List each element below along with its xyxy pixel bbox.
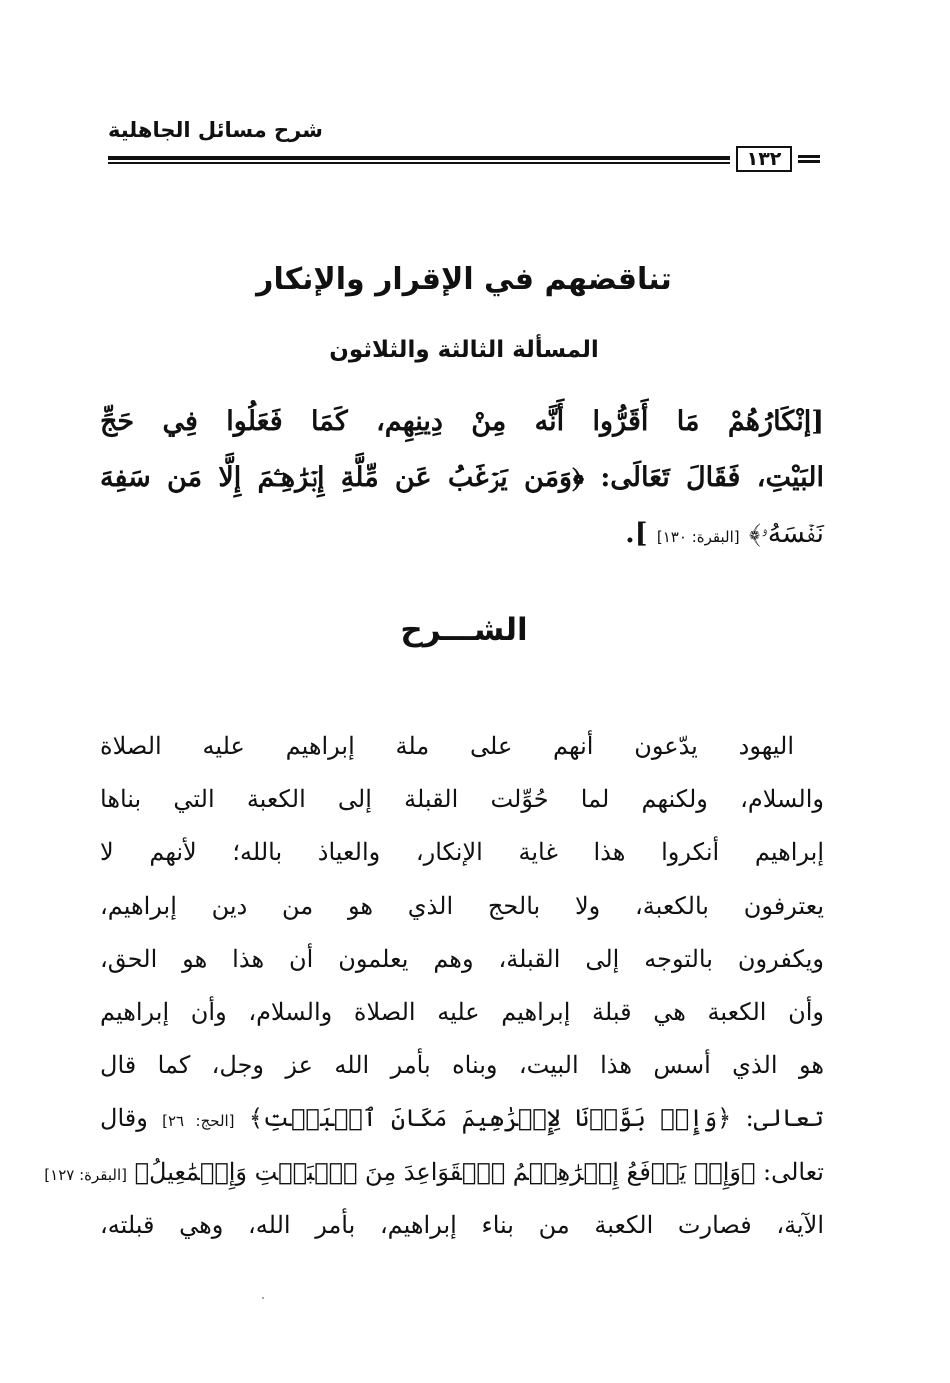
body-text: وقال <box>100 1104 148 1133</box>
body-text: تعالى: <box>763 1157 824 1186</box>
body-line: هو الذي أسس هذا البيت، وبناه بأمر الله عز وجل، كما قال <box>100 1051 824 1080</box>
body-line: الآية، فصارت الكعبة من بناء إبراهيم، بأمر الله، وهي قبلته، <box>100 1210 824 1239</box>
book-title: شرح مسائل الجاهلية <box>108 118 323 142</box>
header-rule-tail <box>798 160 820 163</box>
chapter-title: تناقضهم في الإقرار والإنكار <box>256 262 672 297</box>
verse-reference: [البقرة: ١٢٧] <box>44 1165 127 1184</box>
scan-speck <box>262 1297 264 1299</box>
header-rule-thick <box>108 156 730 160</box>
body-text: تعالى: <box>745 1104 824 1133</box>
quran-verse: نَفۡسَهُۥ﴾ <box>749 518 824 549</box>
matn-closing: ]. <box>625 518 648 549</box>
verse-reference: [الحج: ٢٦] <box>162 1112 235 1131</box>
body-line <box>44 1146 824 1199</box>
matn-line: [إنْكَارُهُمْ مَا أَقَرُّوا أَنَّه مِنْ دِينِهِم، كَمَا فَعَلُوا فِي حَجِّ <box>100 406 824 437</box>
matn-line: البَيْتِ، فَقَالَ تَعَالَى: ﴿وَمَن يَرۡغَبُ عَن مِّلَّةِ إِبۡرَٰهِـۧمَ إِلَّا مَن سَفِهَ <box>100 462 824 493</box>
issue-title: المسألة الثالثة والثلاثون <box>329 337 599 363</box>
body-line <box>100 1092 824 1145</box>
header-rule-thin <box>108 162 730 164</box>
header-rule-tail <box>798 155 820 158</box>
matn-text <box>100 394 824 562</box>
body-line: اليهود يدّعون أنهم على ملة إبراهيم عليه الصلاة <box>100 732 794 760</box>
matn-line <box>100 506 824 562</box>
header-rule <box>108 146 820 176</box>
body-line: وأن الكعبة هي قبلة إبراهيم عليه الصلاة والسلام، وأن إبراهيم <box>100 997 824 1026</box>
page-number: ١٣٢ <box>736 146 792 172</box>
body-line: والسلام، ولكنهم لما حُوِّلت القبلة إلى الكعبة التي بناها <box>100 785 824 814</box>
verse-reference: [البقرة: ١٣٠] <box>656 528 740 546</box>
quran-verse: ﴿وَإِذۡ بَوَّأۡنَا لِإِبۡرَٰهِيمَ مَكَانَ ٱلۡبَيۡتِ﴾ <box>248 1104 732 1133</box>
body-line: ويكفرون بالتوجه إلى القبلة، وهم يعلمون أن هذا هو الحق، <box>100 944 824 973</box>
quran-verse: ﴿وَإِذۡ يَرۡفَعُ إِبۡرَٰهِـۧمُ ٱلۡقَوَاعِدَ مِنَ ٱلۡبَيۡتِ وَإِسۡمَٰعِيلُ﴾ <box>134 1157 756 1186</box>
sharh-body <box>44 720 824 1252</box>
sharh-heading: الشـــرح <box>400 612 528 648</box>
body-line: إبراهيم أنكروا هذا غاية الإنكار، والعياذ بالله؛ لأنهم لا <box>100 838 824 867</box>
body-line: يعترفون بالكعبة، ولا بالحج الذي هو من دين إبراهيم، <box>100 891 824 920</box>
